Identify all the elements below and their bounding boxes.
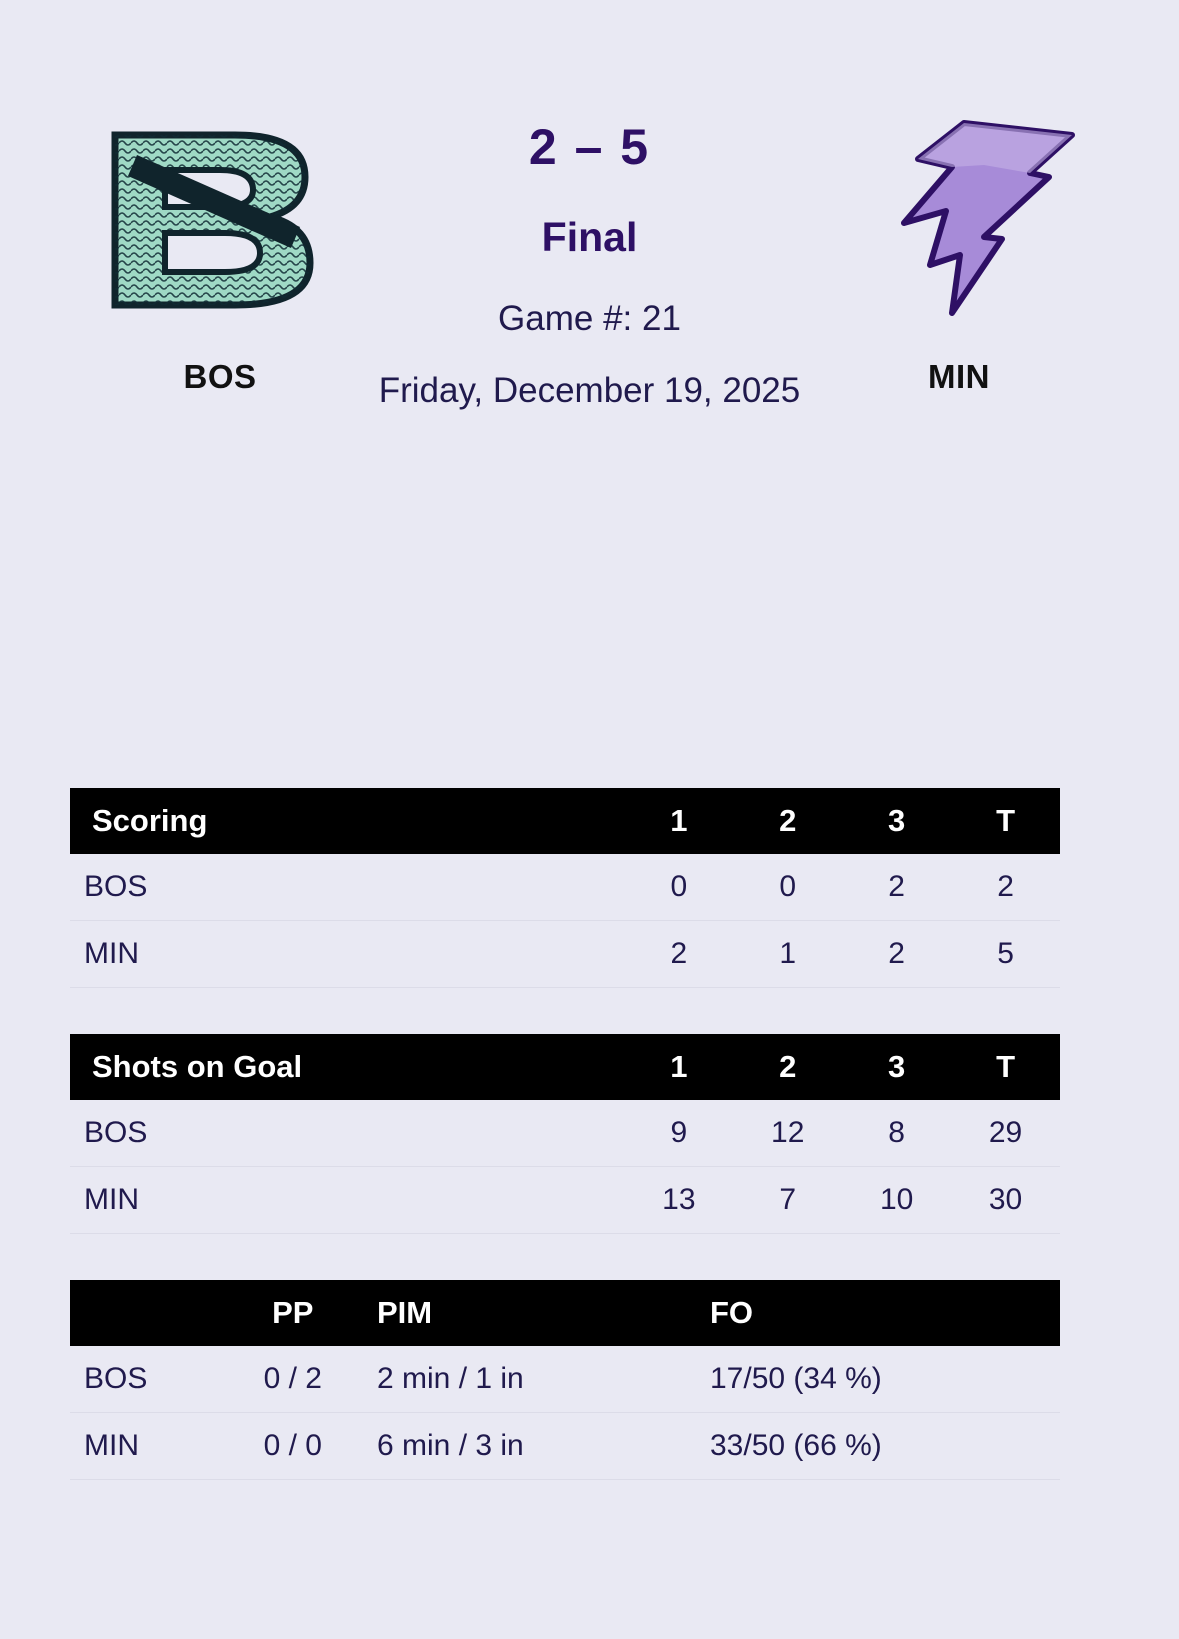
bruins-b-logo-icon <box>95 115 345 325</box>
shots-row-team: MIN <box>70 1167 624 1234</box>
scoring-row-team: MIN <box>70 921 624 988</box>
table-row <box>70 1346 1060 1413</box>
stat-tables <box>70 788 1060 1526</box>
table-row <box>70 1167 1060 1234</box>
special-row-team: BOS <box>70 1346 219 1413</box>
shots-row-p3: 8 <box>842 1100 951 1167</box>
special-col-fo: FO <box>664 1280 1060 1346</box>
special-row-pp: 0 / 2 <box>219 1346 368 1413</box>
shots-col-3: 3 <box>842 1034 951 1100</box>
table-row <box>70 1413 1060 1480</box>
scoring-table-header-row <box>70 788 1060 854</box>
shots-row-p2: 12 <box>733 1100 842 1167</box>
scoring-table <box>70 788 1060 988</box>
home-team-logo <box>834 100 1084 340</box>
shots-row-p1: 9 <box>624 1100 733 1167</box>
special-table-header-row <box>70 1280 1060 1346</box>
special-row-pp: 0 / 0 <box>219 1413 368 1480</box>
table-row <box>70 1100 1060 1167</box>
away-team-block <box>70 100 370 396</box>
home-team-abbr: MIN <box>928 358 990 395</box>
special-teams-table <box>70 1280 1060 1480</box>
special-row-pim: 2 min / 1 in <box>367 1346 664 1413</box>
game-date: Friday, December 19, 2025 <box>378 371 801 410</box>
shots-on-goal-table <box>70 1034 1060 1234</box>
scoring-col-t: T <box>951 788 1060 854</box>
special-row-team: MIN <box>70 1413 219 1480</box>
shots-row-team: BOS <box>70 1100 624 1167</box>
shots-col-1: 1 <box>624 1034 733 1100</box>
scoring-title: Scoring <box>70 788 624 854</box>
special-col-pim: PIM <box>367 1280 664 1346</box>
shots-col-2: 2 <box>733 1034 842 1100</box>
special-col-pp: PP <box>219 1280 368 1346</box>
shots-row-p2: 7 <box>733 1167 842 1234</box>
home-team-block <box>809 100 1109 396</box>
away-team-abbr: BOS <box>183 358 257 395</box>
special-row-pim: 6 min / 3 in <box>367 1413 664 1480</box>
scoring-col-3: 3 <box>842 788 951 854</box>
special-row-fo: 33/50 (66 %) <box>664 1413 1060 1480</box>
shots-row-p3: 10 <box>842 1167 951 1234</box>
shots-table-header-row <box>70 1034 1060 1100</box>
game-center-info <box>370 100 809 413</box>
scoring-row-p3: 2 <box>842 854 951 921</box>
shots-title: Shots on Goal <box>70 1034 624 1100</box>
table-row <box>70 854 1060 921</box>
special-col-team <box>70 1280 219 1346</box>
game-header <box>0 0 1179 413</box>
scoring-row-p2: 0 <box>733 854 842 921</box>
table-row <box>70 921 1060 988</box>
final-score: 2 – 5 <box>528 119 651 175</box>
scoring-row-p1: 0 <box>624 854 733 921</box>
scoring-col-1: 1 <box>624 788 733 854</box>
shots-row-total: 29 <box>951 1100 1060 1167</box>
shots-row-total: 30 <box>951 1167 1060 1234</box>
scoring-row-team: BOS <box>70 854 624 921</box>
scoring-row-total: 2 <box>951 854 1060 921</box>
game-status: Final <box>541 214 638 260</box>
lightning-bolt-f-logo-icon <box>834 115 1084 325</box>
away-team-logo <box>95 100 345 340</box>
scoring-col-2: 2 <box>733 788 842 854</box>
game-number: Game #: 21 <box>498 299 681 338</box>
shots-col-t: T <box>951 1034 1060 1100</box>
special-row-fo: 17/50 (34 %) <box>664 1346 1060 1413</box>
scoring-row-p2: 1 <box>733 921 842 988</box>
scoring-row-p1: 2 <box>624 921 733 988</box>
shots-row-p1: 13 <box>624 1167 733 1234</box>
scoring-row-total: 5 <box>951 921 1060 988</box>
scoring-row-p3: 2 <box>842 921 951 988</box>
